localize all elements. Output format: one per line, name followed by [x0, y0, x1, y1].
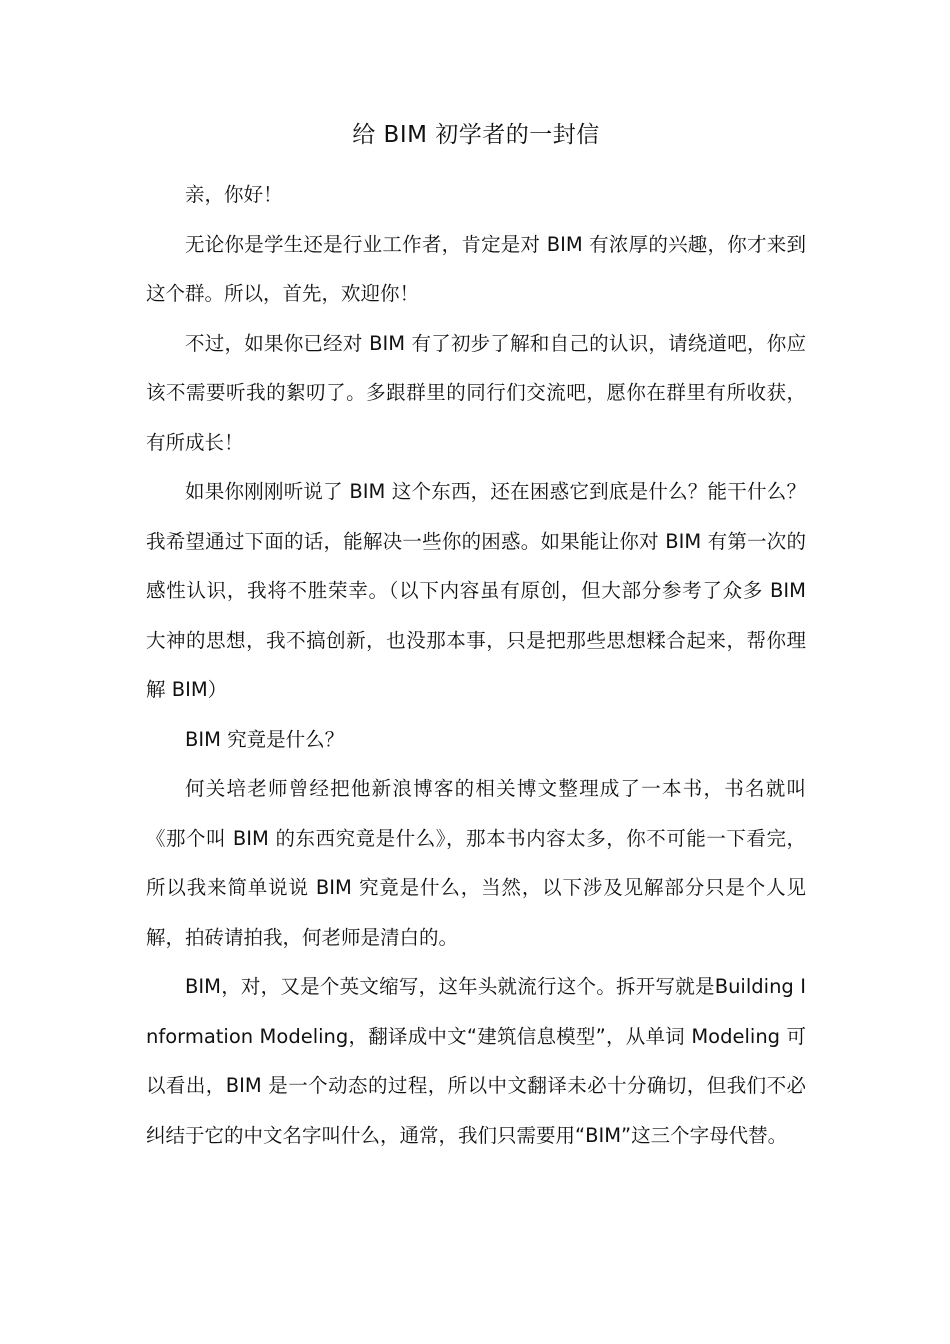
paragraph-experienced-readers: 不过，如果你已经对 BIM 有了初步了解和自己的认识，请绕道吧，你应该不需要听我的絮叨了。多跟群里的同行们交流吧，愿你在群里有所收获，有所成长！	[146, 331, 806, 454]
paragraph-newcomers: 如果你刚刚听说了 BIM 这个东西，还在困惑它到底是什么？能干什么？我希望通过下面的话，能解决一些你的困惑。如果能让你对 BIM 有第一次的感性认识，我将不胜荣幸。（以下内容虽有原创，但大部分参考了众多 BIM 大神的思想，我不搞创新，也没那本事，只是把那些思想糅合起来，帮你理解 BIM）	[146, 480, 806, 701]
section-heading-what-is-bim: BIM 究竟是什么？	[185, 727, 345, 751]
paragraph-welcome: 无论你是学生还是行业工作者，肯定是对 BIM 有浓厚的兴趣，你才来到这个群。所以，首先，欢迎你！	[146, 232, 806, 305]
paragraph-bim-definition: BIM，对，又是个英文缩写，这年头就流行这个。拆开写就是Building Information Modeling，翻译成中文“建筑信息模型”，从单词 Modeling 可以看出，BIM 是一个动态的过程，所以中文翻译未必十分确切，但我们不必纠结于它的中文名字叫什么，通常，我们只需要用“BIM”这三个字母代替。	[146, 975, 806, 1147]
document-body	[146, 118, 806, 1160]
paragraph-book-reference: 何关培老师曾经把他新浪博客的相关博文整理成了一本书，书名就叫《那个叫 BIM 的东西究竟是什么》，那本书内容太多，你不可能一下看完，所以我来简单说说 BIM 究竟是什么，当然，以下涉及见解部分只是个人见解，拍砖请拍我，何老师是清白的。	[146, 777, 806, 949]
document-title: 给 BIM 初学者的一封信	[352, 122, 600, 148]
paragraph-greeting: 亲，你好！	[185, 183, 283, 206]
